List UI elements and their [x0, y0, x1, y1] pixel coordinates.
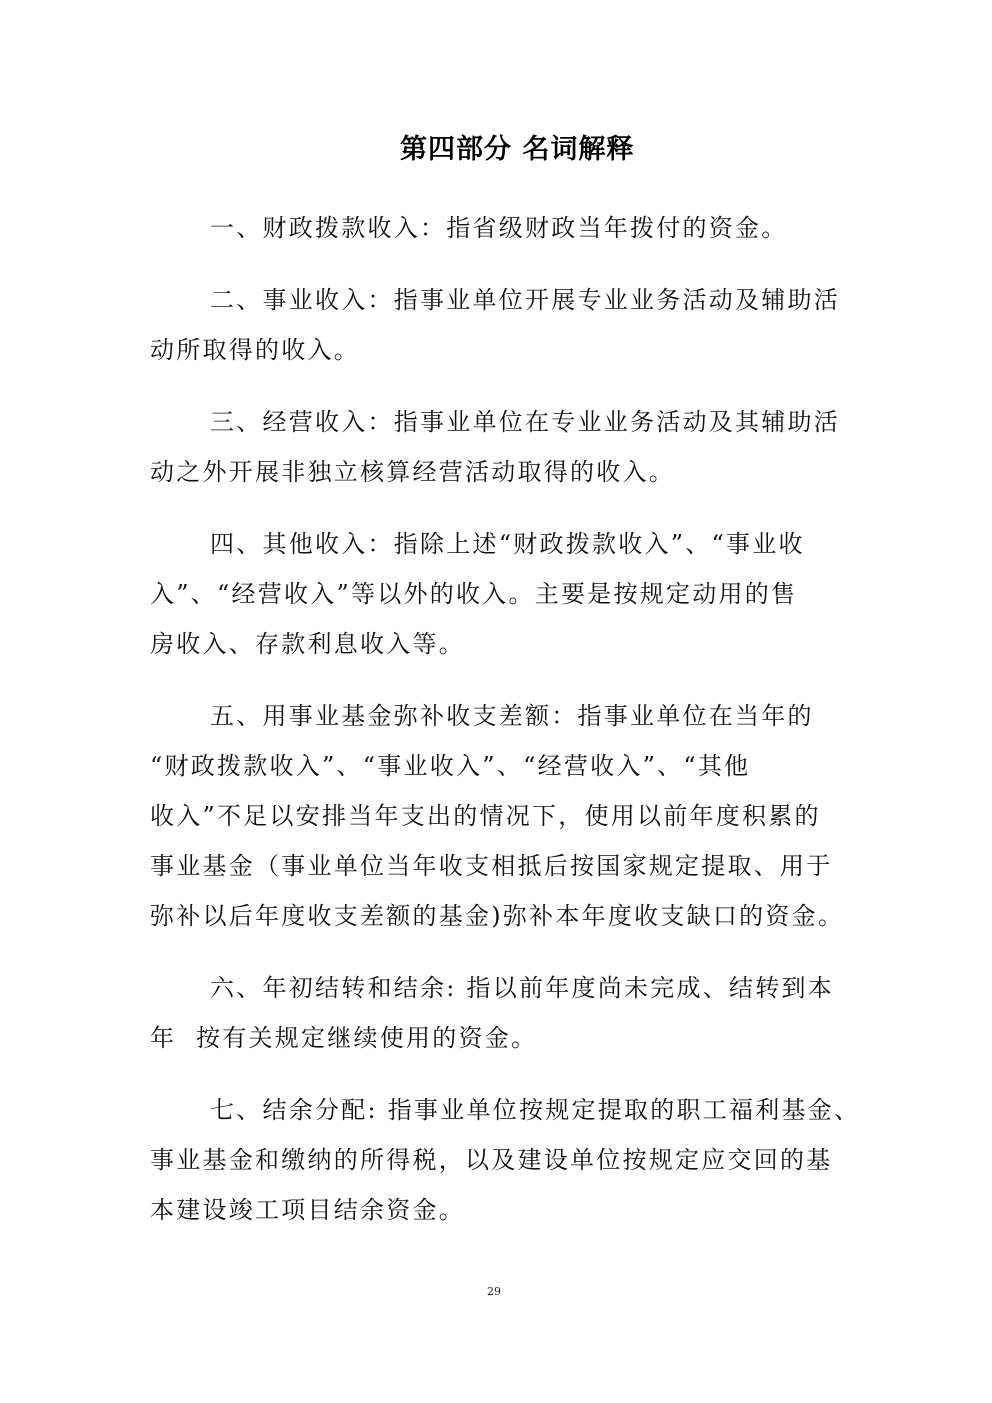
paragraph-line: 弥补以后年度收支差额的基金)弥补本年度收支缺口的资金。 [150, 902, 845, 930]
paragraph-line: 入”、“经营收入”等以外的收入。主要是按规定动用的售 [150, 580, 798, 608]
definition-paragraph [150, 203, 870, 253]
page-title: 第四部分 名词解释 [400, 134, 635, 165]
paragraph-line: 七、结余分配: 指事业单位按规定提取的职工福利基金、 [210, 1096, 861, 1124]
page-number: 29 [487, 1285, 501, 1298]
paragraph-line: 年 按有关规定继续使用的资金。 [150, 1024, 538, 1052]
paragraph-line: 二、事业收入：指事业单位开展专业业务活动及辅助活 [210, 286, 840, 314]
definition-paragraph [150, 397, 870, 497]
definition-paragraph [150, 963, 870, 1063]
paragraph-line: 三、经营收入：指事业单位在专业业务活动及其辅助活 [210, 408, 840, 436]
paragraph-line: 动所取得的收入。 [150, 336, 360, 364]
definition-paragraph [150, 519, 870, 669]
definition-paragraph [150, 1085, 870, 1235]
definition-paragraph [150, 691, 870, 941]
paragraph-line: 本建设竣工项目结余资金。 [150, 1196, 465, 1224]
definition-paragraph [150, 275, 870, 375]
paragraph-line: 一、财政拨款收入：指省级财政当年拨付的资金。 [210, 214, 788, 242]
paragraph-line: 收入”不足以安排当年支出的情况下，使用以前年度积累的 [150, 802, 821, 830]
paragraph-line: 房收入、存款利息收入等。 [150, 630, 465, 658]
paragraph-line: 五、用事业基金弥补收支差额：指事业单位在当年的 [210, 702, 814, 730]
paragraph-line: 动之外开展非独立核算经营活动取得的收入。 [150, 458, 675, 486]
paragraph-line: 四、其他收入：指除上述“财政拨款收入”、“事业收 [210, 530, 805, 558]
paragraph-line: 事业基金和缴纳的所得税，以及建设单位按规定应交回的基 [150, 1146, 833, 1174]
paragraph-line: “财政拨款收入”、“事业收入”、“经营收入”、“其他 [150, 752, 751, 780]
paragraph-line: 六、年初结转和结余: 指以前年度尚未完成、结转到本 [210, 974, 834, 1002]
paragraph-line: 事业基金（事业单位当年收支相抵后按国家规定提取、用于 [150, 852, 833, 880]
document-body [150, 203, 870, 1257]
